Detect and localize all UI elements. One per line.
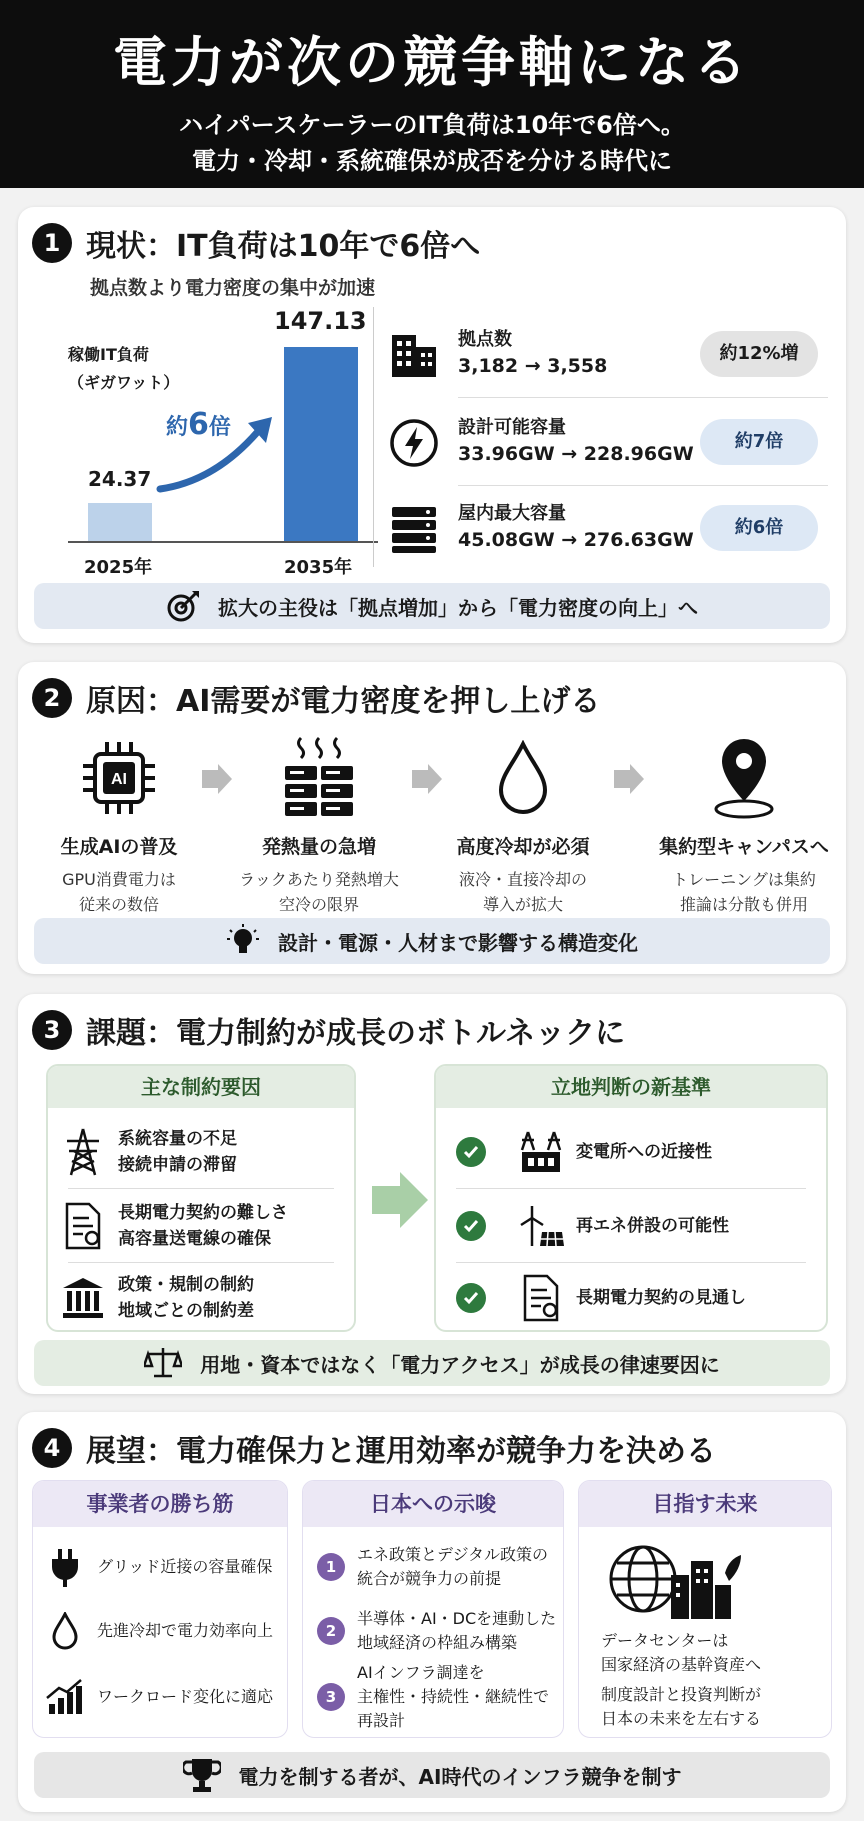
section-number: 4 (32, 1428, 72, 1468)
criteria-item (436, 1190, 826, 1262)
item-line: AIインフラ調達を (357, 1663, 485, 1682)
section-number: 2 (32, 678, 72, 718)
header (0, 0, 864, 188)
item-line: 地域ごとの制約差 (118, 1301, 254, 1321)
section-heading (32, 676, 600, 720)
section-banner (34, 1752, 830, 1798)
item-line: 高容量送電線の確保 (118, 1229, 271, 1249)
item-line: 地域経済の枠組み構築 (357, 1633, 518, 1652)
divider (373, 307, 374, 567)
section-heading (32, 221, 480, 265)
substation-icon (518, 1130, 564, 1174)
subtitle-line-2: 電力・冷却・系統確保が成否を分ける時代に (192, 147, 672, 175)
chip-label: AI (111, 771, 127, 788)
text-line: データセンターは (601, 1631, 729, 1650)
section-title: 課題：電力制約が成長のボトルネックに (86, 1016, 626, 1051)
target-icon (166, 589, 200, 623)
item-number: 3 (317, 1683, 345, 1711)
stat-value: 33.96GW → 228.96GW (458, 443, 694, 465)
section-number: 3 (32, 1010, 72, 1050)
detail-line: トレーニングは集約 (672, 870, 816, 889)
divider (68, 1188, 334, 1189)
cause-item (428, 732, 618, 917)
detail-line: GPU消費電力は (62, 870, 176, 889)
cause-heading: 集約型キャンパスへ (659, 836, 829, 858)
item-line: エネ政策とデジタル政策の (357, 1545, 549, 1564)
section-number: 1 (32, 223, 72, 263)
box-heading: 立地判断の新基準 (436, 1066, 826, 1108)
cause-detail (644, 867, 844, 917)
criteria-item (436, 1262, 826, 1332)
page-title: 電力が次の競争軸になる (113, 31, 751, 94)
section-banner (34, 918, 830, 964)
government-icon (61, 1276, 105, 1320)
y-label-line-2: （ギガワット） (68, 373, 180, 392)
detail-line: 液冷・直接冷却の (458, 870, 587, 889)
strategy-item (33, 1673, 287, 1721)
item-number: 1 (317, 1553, 345, 1581)
section-banner (34, 583, 830, 629)
item-line: 主権性・持続性・継続性で再設計 (357, 1687, 550, 1730)
detail-line: 空冷の限界 (278, 895, 359, 914)
hot-server-icon (279, 734, 359, 822)
stat-value: 3,182 → 3,558 (458, 355, 608, 377)
column-heading: 目指す未来 (579, 1481, 831, 1527)
check-icon (456, 1137, 486, 1167)
criteria-box (434, 1064, 828, 1332)
multiplier-label (166, 407, 231, 442)
map-pin-icon (709, 735, 779, 821)
section-banner (34, 1340, 830, 1386)
stat-indoor-capacity (388, 493, 818, 563)
strategy-item (33, 1607, 287, 1655)
section-current-state (18, 207, 846, 643)
column-implications-japan (302, 1480, 564, 1738)
cause-item (24, 732, 214, 917)
trophy-icon (183, 1757, 221, 1793)
water-drop-icon (493, 740, 553, 816)
cause-heading: 生成AIの普及 (60, 836, 178, 858)
detail-line: 導入が拡大 (482, 895, 563, 914)
section-heading (32, 1008, 625, 1052)
subtitle-line-1: ハイパースケーラーのIT負荷は10年で6倍へ。 (179, 111, 685, 139)
item-text: グリッド近接の容量確保 (97, 1557, 273, 1576)
y-label-line-1: 稼働IT負荷 (68, 345, 149, 364)
cause-heading: 高度冷却が必須 (456, 836, 590, 858)
detail-line: 推論は分散も併用 (679, 895, 808, 914)
cause-detail (428, 867, 618, 917)
item-text: 先進冷却で電力効率向上 (97, 1621, 274, 1640)
section-subtitle: 拠点数より電力密度の集中が加速 (90, 277, 376, 299)
item-line: 接続申請の滞留 (118, 1155, 237, 1175)
water-drop-icon (50, 1612, 80, 1650)
contract-icon (63, 1202, 103, 1250)
stat-label: 屋内最大容量 (458, 503, 566, 524)
section-challenges (18, 994, 846, 1394)
check-icon (456, 1211, 486, 1241)
x-tick-2025: 2025年 (84, 557, 153, 578)
chart-baseline (68, 541, 378, 543)
lightning-icon (388, 417, 440, 469)
item-number: 2 (317, 1617, 345, 1645)
item-text: 長期電力契約の見通し (576, 1288, 746, 1308)
cause-item (224, 732, 414, 917)
it-load-bar-chart (48, 307, 378, 577)
criteria-item (436, 1116, 826, 1188)
stat-badge: 約6倍 (700, 505, 818, 551)
stat-sites (388, 319, 818, 389)
item-line: 長期電力契約の難しさ (118, 1203, 288, 1223)
text-line: 制度設計と投資判断が (601, 1685, 762, 1704)
scales-icon (144, 1346, 182, 1380)
bar-2035 (284, 347, 358, 541)
page-subtitle (0, 107, 864, 179)
detail-line: ラックあたり発熱増大 (239, 870, 399, 889)
cause-detail (224, 867, 414, 917)
arrow-right-icon (614, 764, 644, 794)
section-outlook (18, 1412, 846, 1812)
section-title: 原因：AI需要が電力密度を押し上げる (86, 684, 601, 719)
item-text: 再エネ併設の可能性 (576, 1216, 729, 1236)
power-tower-icon (63, 1127, 103, 1177)
arrow-right-icon (372, 1172, 428, 1228)
data-label-2035: 147.13 (274, 307, 367, 335)
item-line: 系統容量の不足 (118, 1129, 237, 1149)
stat-badge: 約7倍 (700, 419, 818, 465)
section-heading (32, 1426, 716, 1470)
growth-chart-icon (45, 1678, 85, 1716)
implication-item (303, 1539, 563, 1595)
wind-solar-icon (518, 1204, 564, 1248)
divider (458, 397, 828, 398)
item-text: 変電所への近接性 (576, 1142, 712, 1162)
item-line: 統合が競争力の前提 (357, 1569, 502, 1588)
chart-y-label (68, 341, 179, 397)
constraint-item (48, 1190, 354, 1262)
stat-design-capacity (388, 407, 818, 477)
section-title: 展望：電力確保力と運用効率が競争力を決める (86, 1434, 716, 1469)
strategy-item (33, 1543, 287, 1591)
stat-label: 設計可能容量 (458, 417, 566, 438)
cause-heading: 発熱量の急増 (261, 836, 376, 858)
multiplier-number: 6 (188, 407, 209, 442)
text-line: 国家経済の基幹資産へ (601, 1655, 762, 1674)
box-heading: 主な制約要因 (48, 1066, 354, 1108)
data-label-2025: 24.37 (88, 467, 152, 491)
column-future-vision (578, 1480, 832, 1738)
cause-item (644, 732, 844, 917)
column-operator-strategy (32, 1480, 288, 1738)
constraints-box (46, 1064, 356, 1332)
contract-icon (521, 1274, 561, 1322)
stat-value: 45.08GW → 276.63GW (458, 529, 694, 551)
cause-detail (24, 867, 214, 917)
item-line: 政策・規制の制約 (118, 1275, 254, 1295)
implication-item (303, 1603, 563, 1659)
divider (456, 1188, 806, 1189)
constraint-item (48, 1116, 354, 1188)
banner-text: 電力を制する者が、AI時代のインフラ競争を制す (238, 1764, 682, 1789)
x-tick-2035: 2035年 (284, 557, 353, 578)
banner-text: 設計・電源・人材まで影響する構造変化 (278, 930, 638, 955)
globe-city-icon (607, 1541, 747, 1621)
lightbulb-icon (226, 924, 260, 958)
banner-text: 用地・資本ではなく「電力アクセス」が成長の律速要因に (200, 1352, 720, 1377)
banner-text: 拡大の主役は「拠点増加」から「電力密度の向上」へ (218, 595, 698, 620)
detail-line: 従来の数倍 (78, 895, 159, 914)
column-heading: 日本への示唆 (303, 1481, 563, 1527)
bar-2025 (88, 503, 152, 541)
check-icon (456, 1283, 486, 1313)
multiplier-suffix: 倍 (208, 415, 231, 440)
building-icon (388, 329, 440, 381)
section-title: 現状：IT負荷は10年で6倍へ (86, 229, 481, 264)
item-text: ワークロード変化に適応 (97, 1687, 274, 1706)
item-line: 半導体・AI・DCを連動した (357, 1609, 557, 1628)
column-heading: 事業者の勝ち筋 (33, 1481, 287, 1527)
divider (458, 485, 828, 486)
server-rack-icon (388, 503, 440, 555)
stat-label: 拠点数 (458, 329, 512, 350)
section-causes (18, 662, 846, 974)
stat-badge: 約12%増 (700, 331, 818, 377)
text-line: 日本の未来を左右する (601, 1709, 762, 1728)
constraint-item (48, 1262, 354, 1332)
implication-item (303, 1663, 563, 1730)
future-text (601, 1629, 761, 1731)
plug-icon (50, 1547, 80, 1587)
multiplier-prefix: 約 (166, 415, 189, 440)
ai-chip-icon (79, 738, 159, 818)
